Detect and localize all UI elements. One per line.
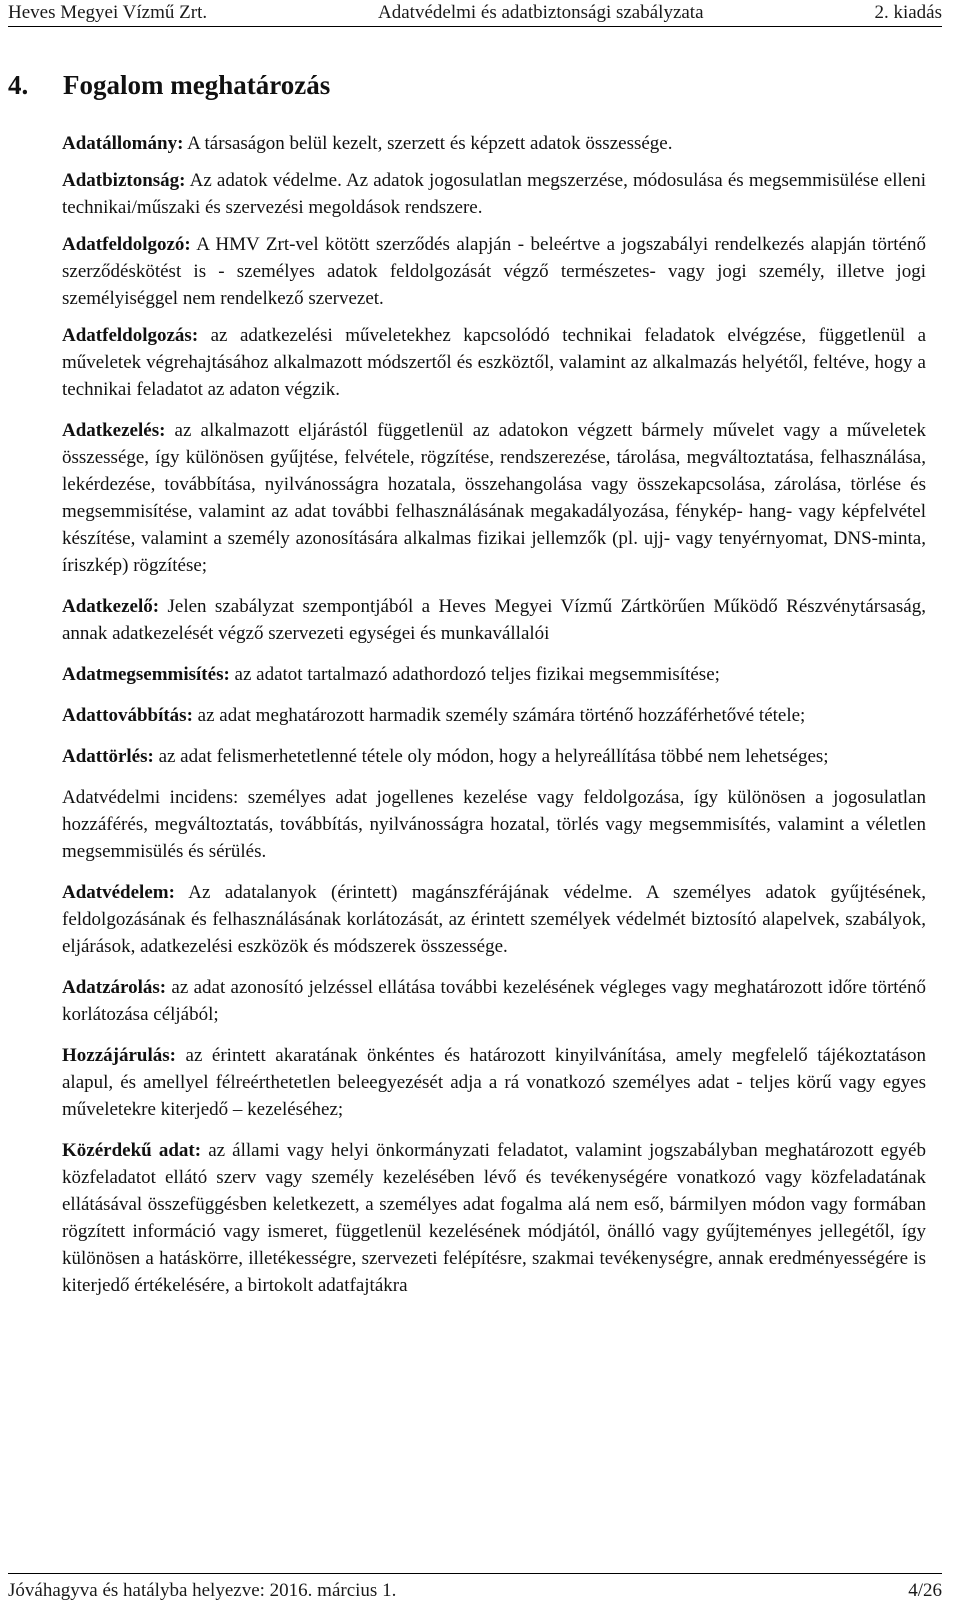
definition-term: Adatfeldolgozás:: [62, 325, 199, 346]
definition-text: az adat meghatározott harmadik személy számára történő hozzáférhetővé tétele;: [192, 705, 806, 726]
definition-item: [62, 702, 926, 729]
definition-term: Hozzájárulás:: [62, 1045, 176, 1066]
definition-text: az adat azonosító jelzéssel ellátása további kezelésének végleges vagy meghatározott időre történő korlátozása céljából;: [62, 977, 926, 1025]
section-heading: [8, 70, 330, 101]
definition-item: [62, 1042, 926, 1123]
definition-text: az állami vagy helyi önkormányzati feladatot, valamint jogszabályban meghatározott egyéb közfeladatot ellátó szerv vagy személy kezelésében lévő és tevékenységére vonatkozó vagy közfeladatának ellátásával összefüggésben keletkezett, a személyes adat fogalma alá nem eső, bármilyen módon vagy formában rögzített információ vagy ismeret, függetlenül kezelésének módjától, önálló vagy gyűjteményes jellegétől, így különösen a hatáskörre, illetékességre, szervezeti felépítésre, szakmai tevékenységre, annak eredményességére is kiterjedő értékelésére, a birtokolt adatfajtákra: [62, 1140, 926, 1296]
definition-term: Adatmegsemmisítés:: [62, 664, 230, 685]
definition-term: Adatzárolás:: [62, 977, 167, 998]
definitions-list: [62, 130, 926, 1313]
definition-text: A HMV Zrt-vel kötött szerződés alapján - beleértve a jogszabályi rendelkezés alapján történő szerződéskötést is - személyes adatok feldolgozását végző természetes- vagy jogi személy, illetve jogi személyiséggel nem rendelkező szervezet.: [62, 234, 926, 309]
footer-approval: Jóváhagyva és hatályba helyezve: 2016. március 1.: [8, 1580, 397, 1601]
definition-item: [62, 167, 926, 221]
definition-item: [62, 322, 926, 403]
header-document-title: Adatvédelmi és adatbiztonsági szabályzata: [378, 2, 704, 23]
header-edition: 2. kiadás: [874, 2, 942, 23]
definition-text: az érintett akaratának önkéntes és határozott kinyilvánítása, amely megfelelő tájékoztatáson alapul, és amellyel félreérthetetlen beleegyezését adja a rá vonatkozó személyes adat - teljes körű vagy egyes műveletekre kiterjedő – kezeléséhez;: [62, 1045, 926, 1120]
definition-term: Adattörlés:: [62, 746, 154, 767]
definition-term: Adattovábbítás:: [62, 705, 193, 726]
definition-text: A társaságon belül kezelt, szerzett és képzett adatok összessége.: [183, 133, 673, 154]
definition-text: Az adatalanyok (érintett) magánszférájának védelme. A személyes adatok gyűjtésének, feldolgozásának és felhasználásának korlátozását, az érintett személyek védelmét biztosító alapelvek, szabályok, eljárások, adatkezelési eszközök és módszerek összessége.: [62, 882, 926, 957]
definition-item: [62, 743, 926, 770]
definition-item: [62, 1137, 926, 1299]
section-number: 4.: [8, 70, 29, 100]
definition-term: Adatbiztonság:: [62, 170, 186, 191]
definition-text: az alkalmazott eljárástól függetlenül az adatokon végzett bármely művelet vagy a műveletek összessége, így különösen gyűjtése, felvétele, rögzítése, rendszerezése, tárolása, megváltoztatása, felhasználása, lekérdezése, továbbítása, nyilvánosságra hozatala, összehangolása vagy összekapcsolása, zárolása, törlése és megsemmisítése, valamint az adat további felhasználásának megakadályozása, fénykép- hang- vagy képfelvétel készítése, valamint a személy azonosítására alkalmas fizikai jellemzők (pl. ujj- vagy tenyérnyomat, DNS-minta, íriszkép) rögzítése;: [62, 420, 926, 576]
definition-item: [62, 130, 926, 157]
definition-item: [62, 974, 926, 1028]
definition-text: Az adatok védelme. Az adatok jogosulatlan megszerzése, módosulása és megsemmisülése elleni technikai/műszaki és szervezési megoldások rendszere.: [62, 170, 926, 218]
definition-term: Adatállomány:: [62, 133, 184, 154]
definition-term: Adatkezelés:: [62, 420, 166, 441]
definition-text: Jelen szabályzat szempontjából a Heves Megyei Vízmű Zártkörűen Működő Részvénytársaság, annak adatkezelését végző szervezeti egységei és munkavállalói: [62, 596, 926, 644]
definition-term: Adatkezelő:: [62, 596, 160, 617]
definition-item: [62, 784, 926, 865]
definition-text: az adatkezelési műveletekhez kapcsolódó technikai feladatok elvégzése, függetlenül a műveletek végrehajtásához alkalmazott módszertől és eszköztől, valamint az alkalmazás helyétől, feltéve, hogy a technikai feladatot az adaton végzik.: [62, 325, 926, 400]
header-company: Heves Megyei Vízmű Zrt.: [8, 2, 208, 23]
definition-text: az adat felismerhetetlenné tétele oly módon, hogy a helyreállítása többé nem lehetséges;: [153, 746, 829, 767]
definition-term: Közérdekű adat:: [62, 1140, 202, 1161]
section-title: Fogalom meghatározás: [63, 70, 331, 100]
definition-text: Adatvédelmi incidens: személyes adat jogellenes kezelése vagy feldolgozása, így különösen a jogosulatlan hozzáférés, megváltoztatás, továbbítás, nyilvánosságra hozatal, törlés vagy megsemmisítés, valamint a véletlen megsemmisülés és sérülés.: [62, 787, 926, 862]
definition-item: [62, 879, 926, 960]
definition-text: az adatot tartalmazó adathordozó teljes fizikai megsemmisítése;: [229, 664, 720, 685]
definition-item: [62, 231, 926, 312]
page-header: [8, 0, 942, 27]
definition-term: Adatvédelem:: [62, 882, 175, 903]
definition-item: [62, 593, 926, 647]
page-number: 4/26: [908, 1580, 942, 1601]
page-footer: [8, 1573, 942, 1602]
definition-item: [62, 417, 926, 579]
definition-item: [62, 661, 926, 688]
definition-term: Adatfeldolgozó:: [62, 234, 191, 255]
